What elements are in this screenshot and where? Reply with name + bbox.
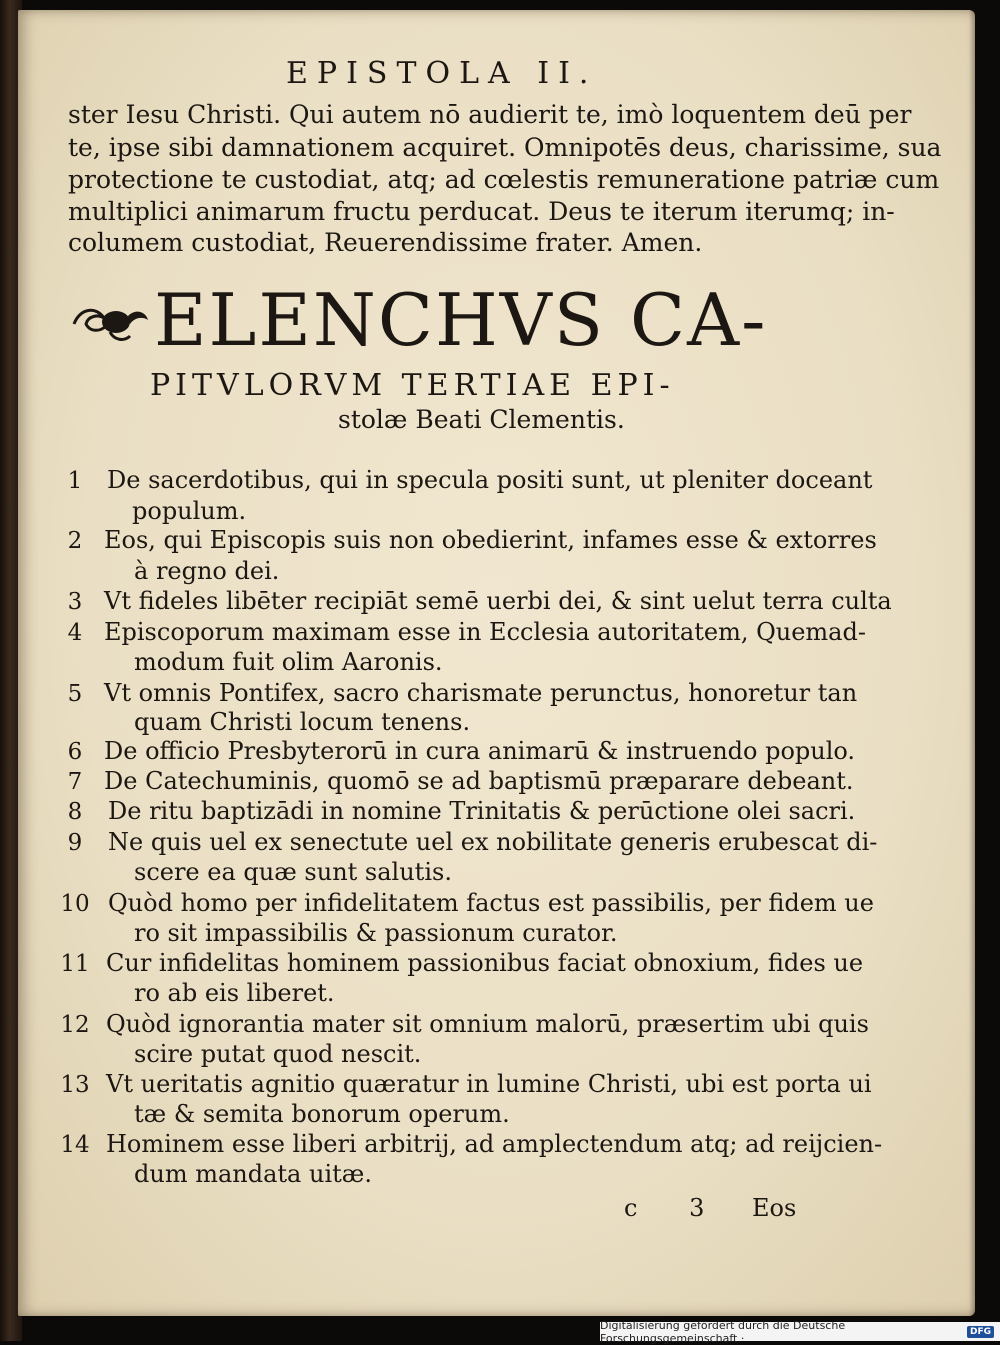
chapter-number: 6 xyxy=(67,739,83,765)
subtitle-line-2: stolæ Beati Clementis. xyxy=(338,405,625,434)
running-head: EPISTOLA II. xyxy=(286,56,598,91)
chapter-number: 7 xyxy=(67,769,83,795)
chapter-line: ro ab eis liberet. xyxy=(134,979,335,1007)
chapter-line: populum. xyxy=(132,497,247,525)
chapter-line: ro sit impassibilis & passionum curator. xyxy=(134,919,618,947)
chapter-line: Vt fideles libēter recipiāt semē uerbi dei, & sint uelut terra culta xyxy=(104,587,892,615)
chapter-number: 4 xyxy=(67,620,83,646)
subtitle-line-1: PITVLORVM TERTIAE EPI- xyxy=(150,368,675,403)
intro-line: ster Iesu Christi. Qui autem nō audierit te, imò loquentem deū per xyxy=(68,100,912,129)
chapter-line: Eos, qui Episcopis suis non obedierint, infames esse & extorres xyxy=(104,526,877,554)
fleuron-ornament-icon xyxy=(70,298,150,344)
title-heading: ELENCHVS CA- xyxy=(154,278,768,362)
chapter-number: 1 xyxy=(67,468,83,494)
chapter-number: 9 xyxy=(67,830,83,856)
chapter-number: 10 xyxy=(60,891,90,917)
chapter-line: à regno dei. xyxy=(134,557,280,585)
chapter-number: 11 xyxy=(60,951,90,977)
dfg-logo: DFG xyxy=(967,1326,994,1338)
chapter-line: quam Christi locum tenens. xyxy=(134,708,471,736)
signature-mark: c 3 xyxy=(624,1194,727,1222)
chapter-line: scere ea quæ sunt salutis. xyxy=(134,858,452,886)
intro-line: protectione te custodiat, atq; ad cœlestis remuneratione patriæ cum xyxy=(68,165,940,194)
chapter-line: Quòd ignorantia mater sit omnium malorū, præsertim ubi quis xyxy=(106,1010,869,1038)
chapter-number: 13 xyxy=(60,1072,90,1098)
footer-text: Digitalisierung gefördert durch die Deutsche Forschungsgemeinschaft · xyxy=(600,1318,846,1345)
intro-line: columem custodiat, Reuerendissime frater. Amen. xyxy=(68,228,703,257)
chapter-line: De Catechuminis, quomō se ad baptismū præparare debeant. xyxy=(104,767,854,795)
chapter-line: Quòd homo per infidelitatem factus est passibilis, per fidem ue xyxy=(108,889,874,917)
page-edge-shadow xyxy=(969,10,975,1316)
chapter-line: Cur infidelitas hominem passionibus faciat obnoxium, fides ue xyxy=(106,949,864,977)
chapter-line: tæ & semita bonorum operum. xyxy=(134,1100,510,1128)
digitization-footer xyxy=(600,1318,1000,1345)
chapter-number: 3 xyxy=(67,589,83,615)
chapter-line: Vt omnis Pontifex, sacro charismate perunctus, honoretur tan xyxy=(104,679,858,707)
catchword: Eos xyxy=(752,1194,797,1222)
chapter-number: 5 xyxy=(67,681,83,707)
chapter-line: dum mandata uitæ. xyxy=(134,1160,372,1188)
chapter-line: modum fuit olim Aaronis. xyxy=(134,648,443,676)
chapter-line: Hominem esse liberi arbitrij, ad amplectendum atq; ad reijcien- xyxy=(106,1130,883,1158)
chapter-line: De sacerdotibus, qui in specula positi sunt, ut pleniter doceant xyxy=(107,466,873,494)
chapter-line: Vt ueritatis agnitio quæratur in lumine Christi, ubi est porta ui xyxy=(106,1070,872,1098)
chapter-line: scire putat quod nescit. xyxy=(134,1040,422,1068)
chapter-number: 12 xyxy=(60,1012,90,1038)
chapter-line: Episcoporum maximam esse in Ecclesia autoritatem, Quemad- xyxy=(104,618,866,646)
title-block xyxy=(70,278,830,366)
chapter-line: Ne quis uel ex senectute uel ex nobilitate generis erubescat di- xyxy=(108,828,878,856)
intro-line: multiplici animarum fructu perducat. Deus te iterum iterumq; in- xyxy=(68,197,895,226)
chapter-number: 14 xyxy=(60,1132,90,1158)
chapter-line: De officio Presbyterorū in cura animarū & instruendo populo. xyxy=(104,737,856,765)
chapter-number: 8 xyxy=(67,799,83,825)
chapter-line: De ritu baptizādi in nomine Trinitatis & perūctione olei sacri. xyxy=(108,797,856,825)
intro-line: te, ipse sibi damnationem acquiret. Omnipotēs deus, charissime, sua xyxy=(68,133,942,162)
chapter-number: 2 xyxy=(67,528,83,554)
